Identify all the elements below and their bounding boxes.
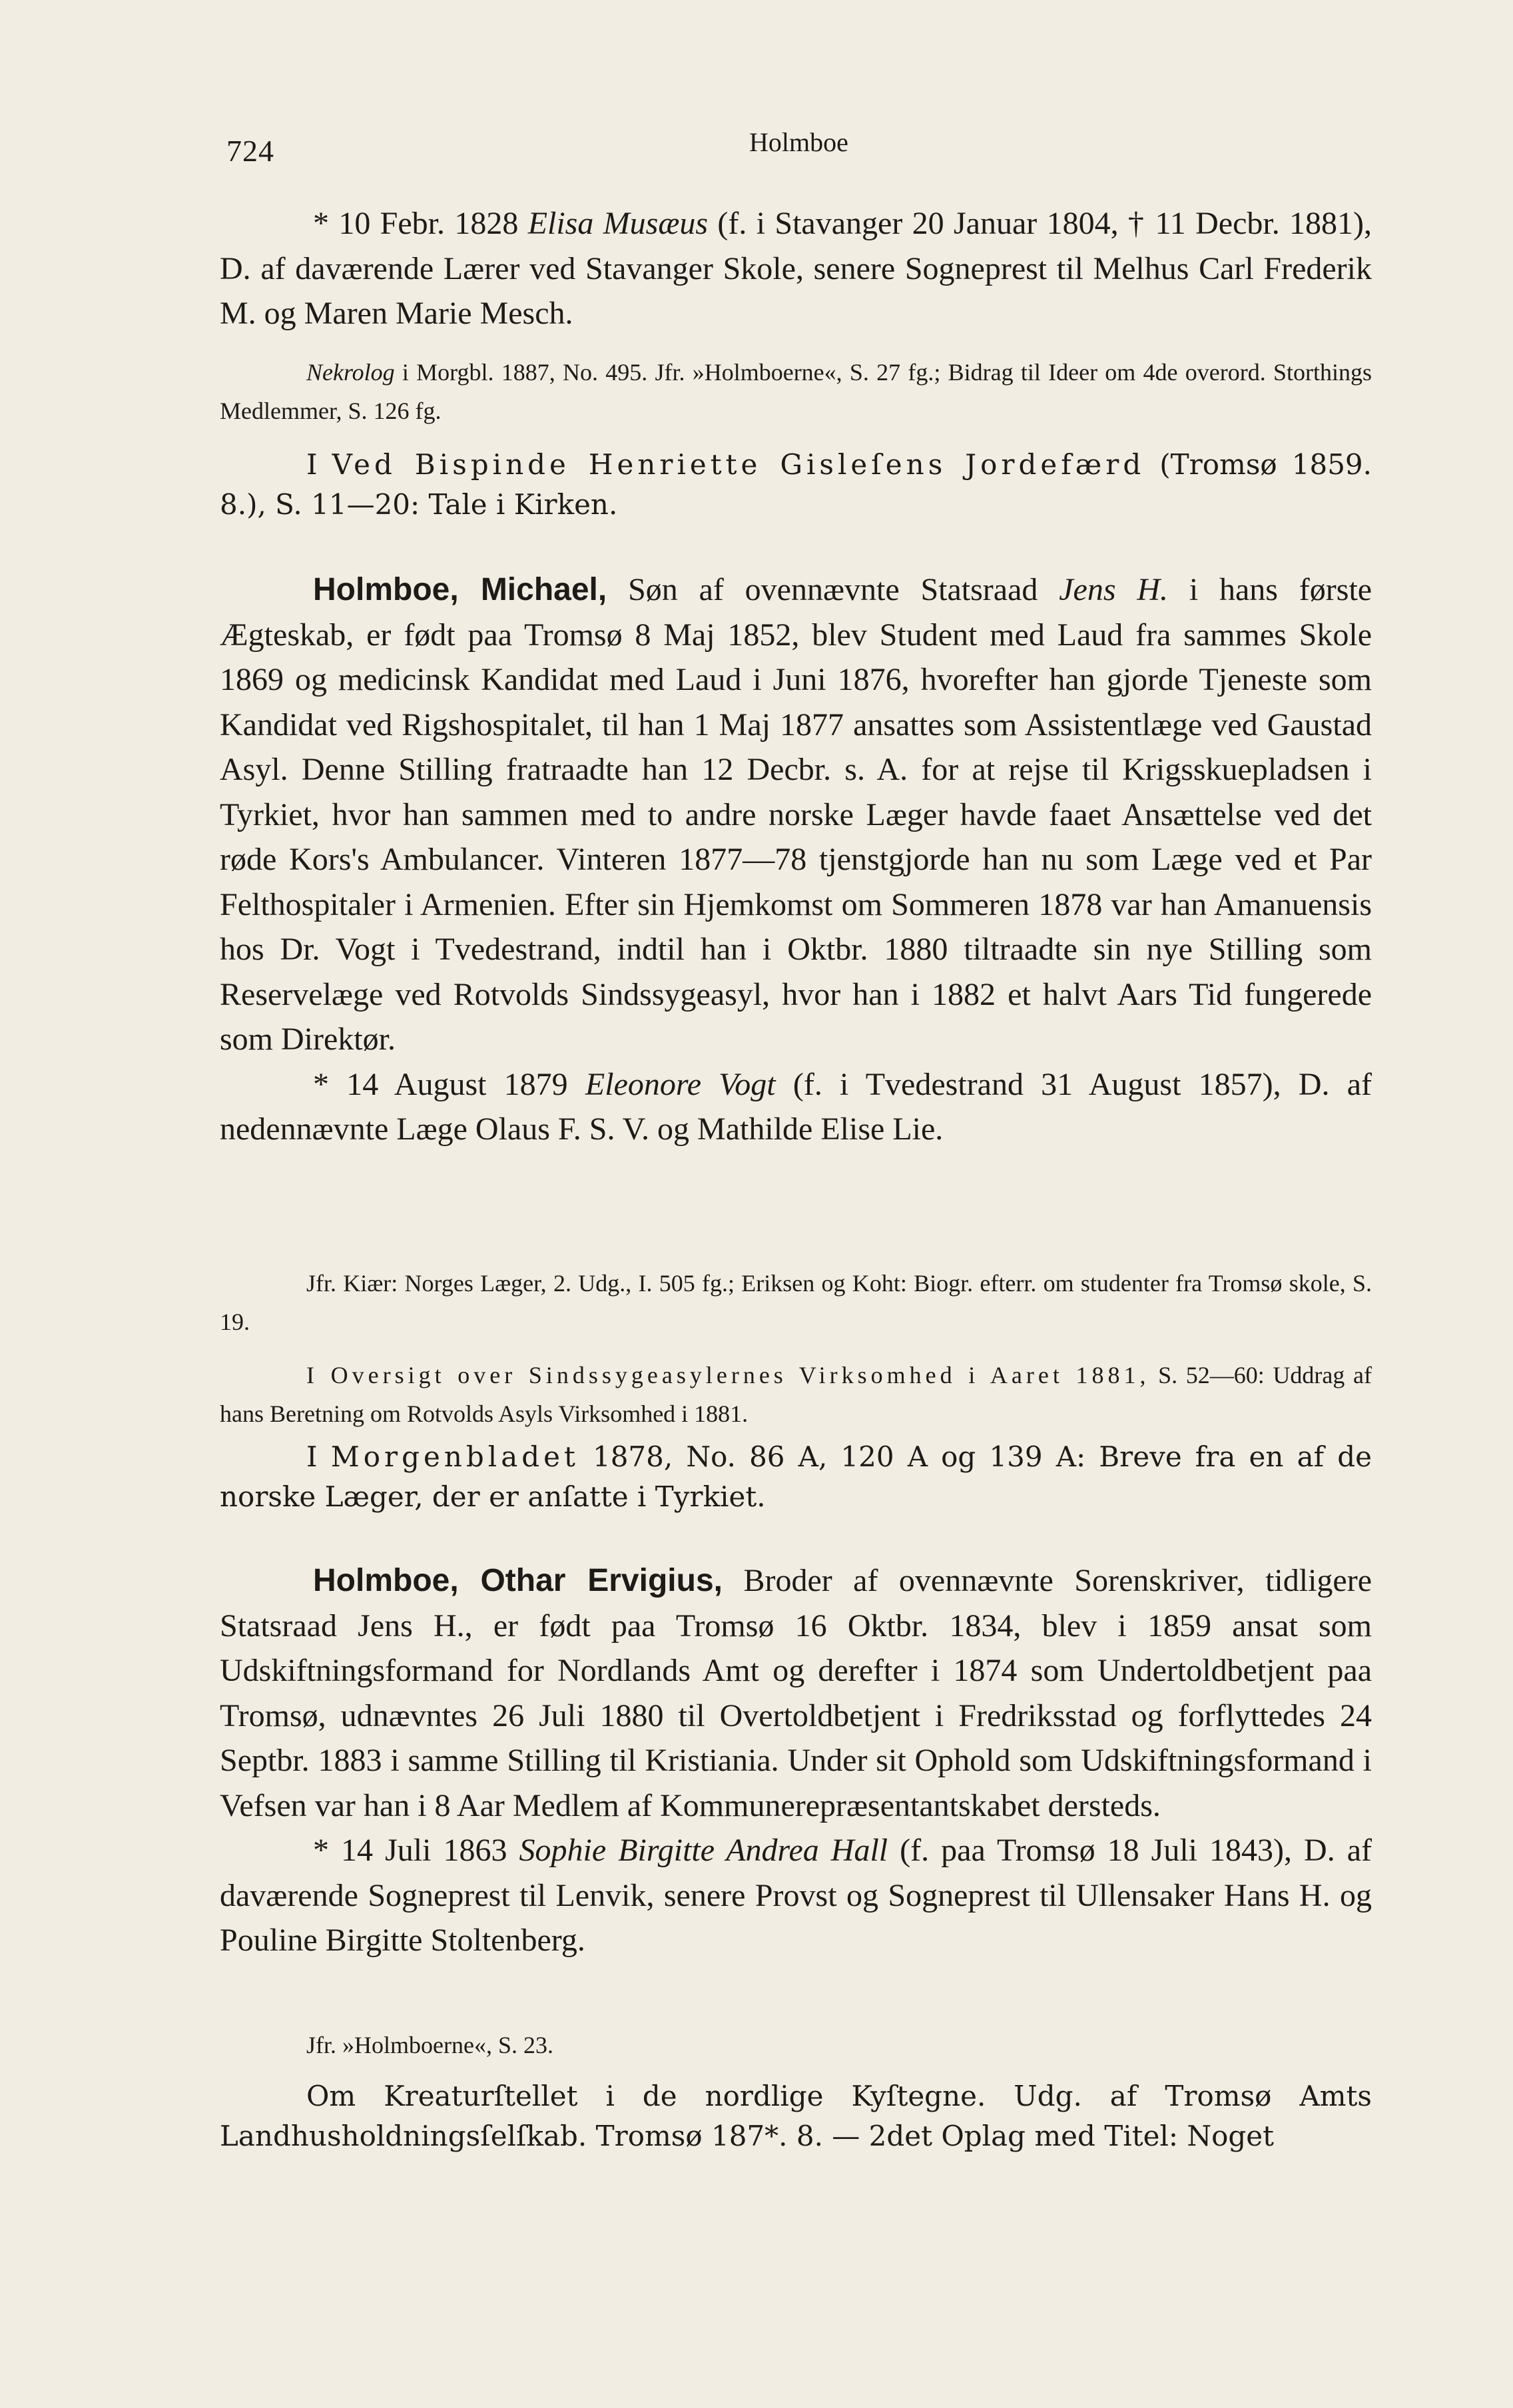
works-paragraph: Om Kreaturſtellet i de nordlige Kyſtegne. Udg. af Tromsø Amts Landhusholdningsſelſkab. Tromsø 187*. 8. — 2det Oplag med Titel: Noget (220, 2080, 1372, 2152)
entry1-references (220, 353, 1372, 430)
works-prefix: I (306, 448, 318, 481)
marriage-details: (f. i Tvedestrand 31 August 1857), D. af nedennævnte Læge Olaus F. S. V. og Mathilde Elise Lie. (220, 1066, 1372, 1147)
page-number: 724 (226, 134, 274, 168)
biography-text-a: Søn af ovennævnte Statsraad (628, 572, 1038, 607)
marriage-star: * (313, 1066, 329, 1102)
marriage-details: (f. i Stavanger 20 Januar 1804, † 11 Decbr. 1881), D. af daværende Lærer ved Stavanger Skole, senere Sogneprest til Melhus Carl Frederik M. og Maren Marie Mesch. (220, 206, 1372, 331)
entry1-works (220, 445, 1372, 525)
running-head: Holmboe (749, 127, 848, 157)
entry-michael (220, 567, 1372, 1152)
entry2-references (220, 1264, 1372, 1341)
reference-paragraph: Jfr. »Holmboerne«, S. 23. (306, 2032, 553, 2058)
entry3-works (220, 2076, 1372, 2156)
reference-paragraph: Jfr. Kiær: Norges Læger, 2. Udg., I. 505 fg.; Eriksen og Koht: Biogr. efterr. om studenter fra Tromsø skole, S. 19. (220, 1270, 1372, 1335)
page-header (220, 127, 1385, 173)
entry-elisa-marriage (220, 201, 1372, 336)
works-title: Ved Bispinde Henriette Gisleſens Jordefærd (332, 448, 1145, 481)
entry-othar (220, 1558, 1372, 1963)
spouse-name: Sophie Birgitte Andrea Hall (519, 1833, 888, 1868)
biography-paragraph (220, 567, 1372, 1062)
father-name: Jens H. (1059, 572, 1169, 607)
works-title: Morgenbladet (330, 1440, 579, 1473)
reference-paragraph (220, 353, 1372, 430)
works-details: 1878, No. 86 A, 120 A og 139 A: Breve fra en af de norske Læger, der er anſatte i Tyrkiet. (220, 1440, 1372, 1513)
works-details: (Tromsø 1859. 8.), S. 11—20: Tale i Kirken. (220, 448, 1372, 521)
marriage-paragraph (220, 1062, 1372, 1152)
biography-paragraph (220, 1558, 1372, 1828)
spouse-name: Elisa Musæus (527, 206, 709, 241)
biography-text-b: i hans første Ægteskab, er født paa Tromsø 8 Maj 1852, blev Student med Laud fra sammes Skole 1869 og medicinsk Kandidat med Laud i Juni 1876, hvorefter han gjorde Tjeneste som Kandidat ved Rigshospitalet, til han 1 Maj 1877 ansattes som Assistentlæge ved Gaustad Asyl. Denne Stilling fratraadte han 12 Decbr. s. A. for at rejse til Krigsskuepladsen i Tyrkiet, hvor han sammen med to andre norske Læger havde faaet Ansættelse ved det røde Kors's Ambulancer. Vinteren 1877—78 tjenstgjorde han nu som Læge ved et Par Felthospitaler i Armenien. Efter sin Hjemkomst om Sommeren 1878 var han Amanuensis hos Dr. Vogt i Tvedestrand, indtil han i Oktbr. 1880 tiltraadte sin nye Stilling som Reservelæge ved Rotvolds Sindssygeasyl, hvor han i 1882 et halvt Aars Tid fungerede som Direktør. (220, 572, 1372, 1057)
spouse-name: Eleonore Vogt (585, 1066, 776, 1102)
marriage-paragraph (220, 201, 1372, 336)
marriage-star: * (313, 1833, 329, 1868)
entry-name: Holmboe, Othar Ervigius, (313, 1563, 723, 1598)
works-paragraph (220, 1437, 1372, 1517)
entry3-references (220, 2026, 1372, 2064)
marriage-date: 14 August 1879 (346, 1066, 568, 1102)
marriage-star: * (313, 206, 329, 241)
entry2-works-morgenbladet (220, 1437, 1372, 1517)
works-prefix: I (306, 1440, 318, 1473)
marriage-details: (f. paa Tromsø 18 Juli 1843), D. af daværende Sogneprest til Lenvik, senere Provst og Sogneprest til Ullensaker Hans H. og Pouline Birgitte Stoltenberg. (220, 1833, 1372, 1958)
works-paragraph (220, 445, 1372, 525)
reference-text: i Morgbl. 1887, No. 495. Jfr. »Holmboerne«, S. 27 fg.; Bidrag til Ideer om 4de overord. Storthings Medlemmer, S. 126 fg. (220, 359, 1372, 424)
marriage-paragraph (220, 1828, 1372, 1963)
marriage-date: 10 Febr. 1828 (338, 206, 519, 241)
entry2-works-oversigt (220, 1356, 1372, 1433)
entry-name: Holmboe, Michael, (313, 572, 607, 607)
works-details: S. 52—60: Uddrag af hans Beretning om Rotvolds Asyls Virksomhed i 1881. (220, 1362, 1372, 1427)
works-paragraph (220, 1356, 1372, 1433)
biography-text: Broder af ovennævnte Sorenskriver, tidligere Statsraad Jens H., er født paa Tromsø 16 Oktbr. 1834, blev i 1859 ansat som Udskiftningsformand for Nordlands Amt og derefter i 1874 som Undertoldbetjent paa Tromsø, udnævntes 26 Juli 1880 til Overtoldbetjent i Fredriksstad og forflyttedes 24 Septbr. 1883 i samme Stilling til Kristiania. Under sit Ophold som Udskiftningsformand i Vefsen var han i 8 Aar Medlem af Kommunerepræsentantskabet dersteds. (220, 1563, 1372, 1823)
reference-title: Nekrolog (306, 359, 395, 386)
marriage-date: 14 Juli 1863 (341, 1833, 507, 1868)
works-title: I Oversigt over Sindssygeasylernes Virksomhed i Aaret 1881, (306, 1362, 1150, 1388)
